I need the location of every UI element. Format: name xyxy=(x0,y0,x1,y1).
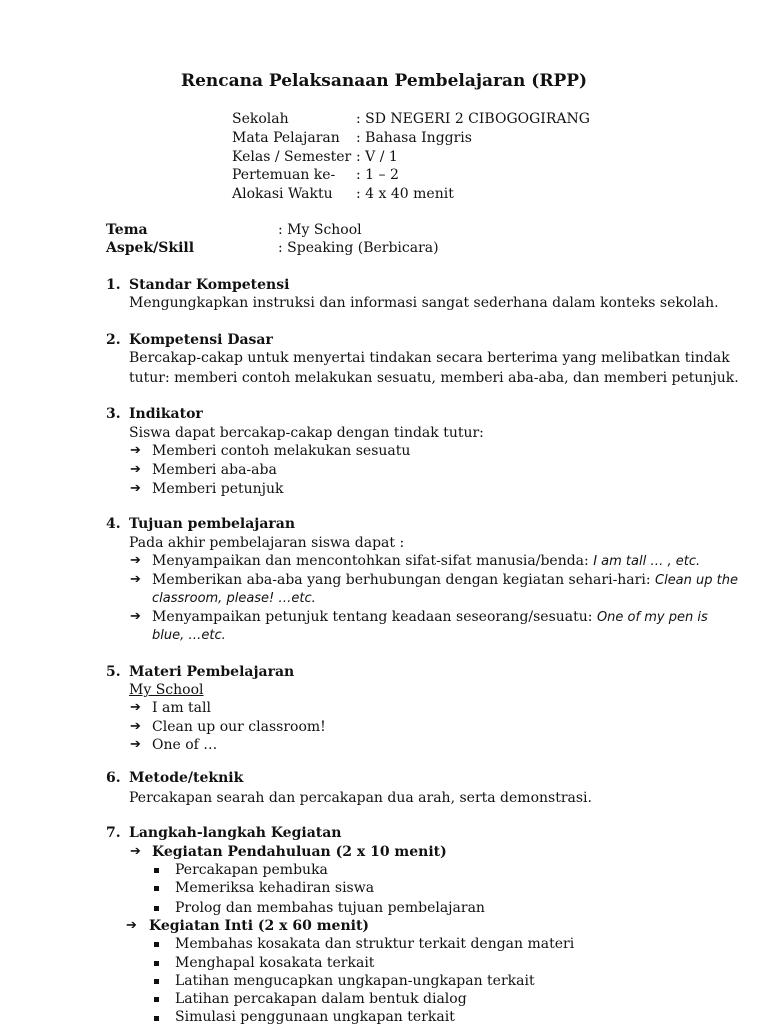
section-number: 4. xyxy=(106,516,121,532)
identity-label: Pertemuan ke- xyxy=(232,167,336,183)
square-bullet-icon xyxy=(154,886,159,891)
subheading: Kegiatan Inti (2 x 60 menit) xyxy=(149,918,370,934)
section-number: 1. xyxy=(106,277,121,293)
square-bullet-icon xyxy=(154,979,159,984)
section-number: 3. xyxy=(106,406,121,422)
identity-value: : 1 – 2 xyxy=(356,167,399,183)
identity-label: Sekolah xyxy=(232,111,289,127)
square-bullet-icon xyxy=(154,1016,159,1021)
arrow-bullet-icon: ➔ xyxy=(130,700,141,715)
identity-label: Kelas / Semester xyxy=(232,149,352,165)
arrow-bullet-icon: ➔ xyxy=(130,572,141,587)
arrow-bullet-icon: ➔ xyxy=(130,481,141,496)
list-item: Latihan mengucapkan ungkapan-ungkapan terkait xyxy=(175,973,535,989)
list-item: Memberi aba-aba xyxy=(152,462,277,478)
list-item: Memberi contoh melakukan sesuatu xyxy=(152,443,411,459)
list-item: Menghapal kosakata terkait xyxy=(175,955,375,971)
arrow-bullet-icon: ➔ xyxy=(126,918,137,933)
skill-label: Aspek/Skill xyxy=(106,240,195,256)
list-item: Memberi petunjuk xyxy=(152,481,284,497)
arrow-bullet-icon: ➔ xyxy=(130,609,141,624)
section-heading: Standar Kompetensi xyxy=(129,277,290,293)
identity-value: : Bahasa Inggris xyxy=(356,130,472,146)
square-bullet-icon xyxy=(154,961,159,966)
arrow-bullet-icon: ➔ xyxy=(130,719,141,734)
section-heading: Materi Pembelajaran xyxy=(129,664,295,680)
section-heading: Kompetensi Dasar xyxy=(129,332,273,348)
section-heading: Metode/teknik xyxy=(129,770,244,786)
section-number: 2. xyxy=(106,332,121,348)
section-text: Siswa dapat bercakap-cakap dengan tindak tutur: xyxy=(129,425,484,441)
list-item: I am tall xyxy=(152,700,211,716)
section-text: Mengungkapkan instruksi dan informasi sangat sederhana dalam konteks sekolah. xyxy=(129,295,719,311)
section-number: 7. xyxy=(106,825,121,841)
square-bullet-icon xyxy=(154,906,159,911)
page-title: Rencana Pelaksanaan Pembelajaran (RPP) xyxy=(180,71,588,91)
list-item: Simulasi penggunaan ungkapan terkait xyxy=(175,1009,455,1025)
identity-value: : SD NEGERI 2 CIBOGOGIRANG xyxy=(356,111,590,127)
identity-label: Mata Pelajaran xyxy=(232,130,340,146)
example-text: Clean up the xyxy=(655,573,738,588)
square-bullet-icon xyxy=(154,942,159,947)
list-item: One of … xyxy=(152,737,218,753)
square-bullet-icon xyxy=(154,868,159,873)
list-item: Membahas kosakata dan struktur terkait dengan materi xyxy=(175,936,575,952)
arrow-bullet-icon: ➔ xyxy=(130,844,141,859)
theme-label: Tema xyxy=(106,222,148,238)
list-item: Percakapan pembuka xyxy=(175,862,328,878)
section-text: Pada akhir pembelajaran siswa dapat : xyxy=(129,535,405,551)
section-heading: Tujuan pembelajaran xyxy=(129,516,296,532)
section-heading: Indikator xyxy=(129,406,203,422)
theme-value: : My School xyxy=(278,222,362,238)
arrow-bullet-icon: ➔ xyxy=(130,443,141,458)
example-text: classroom, please! …etc. xyxy=(152,591,316,606)
skill-value: : Speaking (Berbicara) xyxy=(278,240,439,256)
arrow-bullet-icon: ➔ xyxy=(130,553,141,568)
list-item: Clean up our classroom! xyxy=(152,719,326,735)
section-text: Bercakap-cakap untuk menyertai tindakan secara berterima yang melibatkan tindak xyxy=(129,350,730,366)
identity-value: : 4 x 40 menit xyxy=(356,186,454,202)
arrow-bullet-icon: ➔ xyxy=(130,737,141,752)
section-text: Percakapan searah dan percakapan dua arah, serta demonstrasi. xyxy=(129,790,592,806)
section-number: 5. xyxy=(106,664,121,680)
subheading: My School xyxy=(129,682,204,698)
section-text: tutur: memberi contoh melakukan sesuatu, memberi aba-aba, dan memberi petunjuk. xyxy=(129,370,739,386)
example-text: I am tall … , etc. xyxy=(593,554,701,569)
list-item: Memeriksa kehadiran siswa xyxy=(175,880,375,896)
arrow-bullet-icon: ➔ xyxy=(130,462,141,477)
example-text: One of my pen is xyxy=(596,610,708,625)
list-item xyxy=(152,552,700,571)
list-item-text: Menyampaikan dan mencontohkan sifat-sifat manusia/benda: xyxy=(152,553,594,569)
list-item: Prolog dan membahas tujuan pembelajaran xyxy=(175,900,485,916)
section-number: 6. xyxy=(106,770,121,786)
list-item-text: Menyampaikan petunjuk tentang keadaan seseorang/sesuatu: xyxy=(152,609,597,625)
list-item: Latihan percakapan dalam bentuk dialog xyxy=(175,991,467,1007)
identity-label: Alokasi Waktu xyxy=(232,186,333,202)
list-item xyxy=(152,571,738,590)
list-item xyxy=(152,608,708,627)
subheading: Kegiatan Pendahuluan (2 x 10 menit) xyxy=(152,844,447,860)
example-text: blue, …etc. xyxy=(152,628,226,643)
section-heading: Langkah-langkah Kegiatan xyxy=(129,825,342,841)
square-bullet-icon xyxy=(154,997,159,1002)
list-item-text: Memberikan aba-aba yang berhubungan dengan kegiatan sehari-hari: xyxy=(152,572,655,588)
identity-value: : V / 1 xyxy=(356,149,398,165)
